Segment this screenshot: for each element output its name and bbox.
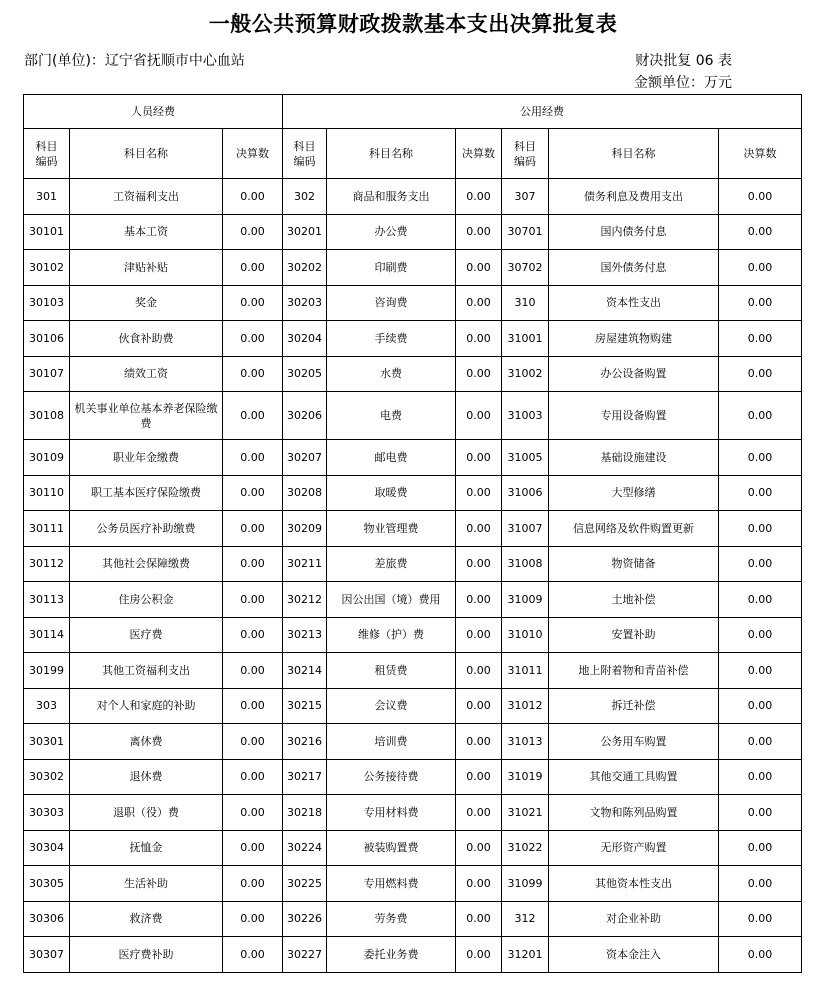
- code-header: 科目 编码: [283, 129, 327, 179]
- table-row: [24, 653, 802, 689]
- cell-amount: 0.00: [223, 795, 283, 831]
- table-row: [24, 250, 802, 286]
- cell-code: 31003: [502, 392, 549, 440]
- cell-name: 物资储备: [549, 546, 719, 582]
- cell-code: 30211: [283, 546, 327, 582]
- cell-code: 30216: [283, 724, 327, 760]
- cell-amount: 0.00: [719, 724, 802, 760]
- name-header: 科目名称: [327, 129, 456, 179]
- cell-name: 手续费: [327, 321, 456, 357]
- cell-amount: 0.00: [456, 285, 502, 321]
- cell-code: 30107: [24, 356, 70, 392]
- cell-name: 租赁费: [327, 653, 456, 689]
- name-header: 科目名称: [70, 129, 223, 179]
- cell-name: 资本金注入: [549, 937, 719, 973]
- cell-amount: 0.00: [456, 440, 502, 476]
- table-row: [24, 392, 802, 440]
- cell-name: 国外债务付息: [549, 250, 719, 286]
- cell-amount: 0.00: [456, 759, 502, 795]
- cell-code: 30215: [283, 688, 327, 724]
- cell-amount: 0.00: [223, 830, 283, 866]
- cell-code: 31008: [502, 546, 549, 582]
- cell-name: 退职（役）费: [70, 795, 223, 831]
- cell-amount: 0.00: [719, 321, 802, 357]
- cell-name: 商品和服务支出: [327, 179, 456, 215]
- table-row: [24, 546, 802, 582]
- cell-code: 30102: [24, 250, 70, 286]
- cell-amount: 0.00: [223, 901, 283, 937]
- cell-amount: 0.00: [456, 866, 502, 902]
- table-row: [24, 356, 802, 392]
- cell-amount: 0.00: [456, 830, 502, 866]
- amount-unit: 金额单位：万元: [634, 75, 732, 91]
- cell-name: 会议费: [327, 688, 456, 724]
- code-header: 科目 编码: [502, 129, 549, 179]
- cell-name: 委托业务费: [327, 937, 456, 973]
- cell-name: 其他社会保障缴费: [70, 546, 223, 582]
- cell-code: 31013: [502, 724, 549, 760]
- cell-amount: 0.00: [223, 285, 283, 321]
- cell-code: 30212: [283, 582, 327, 618]
- table-row: [24, 475, 802, 511]
- cell-code: 30217: [283, 759, 327, 795]
- cell-name: 培训费: [327, 724, 456, 760]
- cell-amount: 0.00: [719, 653, 802, 689]
- doc-number: 财决批复 06 表: [635, 53, 732, 69]
- cell-amount: 0.00: [223, 546, 283, 582]
- table-row: [24, 937, 802, 973]
- cell-amount: 0.00: [719, 759, 802, 795]
- cell-amount: 0.00: [456, 937, 502, 973]
- table-row: [24, 866, 802, 902]
- cell-name: 安置补助: [549, 617, 719, 653]
- cell-amount: 0.00: [456, 392, 502, 440]
- cell-amount: 0.00: [719, 688, 802, 724]
- amount-header: 决算数: [223, 129, 283, 179]
- cell-amount: 0.00: [223, 321, 283, 357]
- amount-header: 决算数: [719, 129, 802, 179]
- group-header-row: [24, 95, 802, 129]
- cell-code: 30305: [24, 866, 70, 902]
- cell-amount: 0.00: [456, 617, 502, 653]
- cell-name: 基本工资: [70, 214, 223, 250]
- cell-name: 国内债务付息: [549, 214, 719, 250]
- cell-name: 离休费: [70, 724, 223, 760]
- cell-name: 被装购置费: [327, 830, 456, 866]
- cell-code: 31021: [502, 795, 549, 831]
- table-row: [24, 285, 802, 321]
- cell-code: 31002: [502, 356, 549, 392]
- cell-name: 对企业补助: [549, 901, 719, 937]
- cell-amount: 0.00: [456, 356, 502, 392]
- table-row: [24, 830, 802, 866]
- cell-amount: 0.00: [719, 546, 802, 582]
- cell-code: 30209: [283, 511, 327, 547]
- cell-amount: 0.00: [456, 250, 502, 286]
- cell-name: 住房公积金: [70, 582, 223, 618]
- table-row: [24, 724, 802, 760]
- cell-code: 302: [283, 179, 327, 215]
- cell-name: 拆迁补偿: [549, 688, 719, 724]
- cell-name: 办公设备购置: [549, 356, 719, 392]
- cell-name: 专用燃料费: [327, 866, 456, 902]
- cell-code: 30207: [283, 440, 327, 476]
- cell-name: 专用设备购置: [549, 392, 719, 440]
- cell-code: 30112: [24, 546, 70, 582]
- cell-code: 31010: [502, 617, 549, 653]
- cell-amount: 0.00: [223, 653, 283, 689]
- cell-amount: 0.00: [223, 937, 283, 973]
- cell-amount: 0.00: [223, 724, 283, 760]
- cell-code: 31201: [502, 937, 549, 973]
- cell-name: 取暖费: [327, 475, 456, 511]
- cell-amount: 0.00: [456, 511, 502, 547]
- cell-name: 奖金: [70, 285, 223, 321]
- cell-amount: 0.00: [223, 392, 283, 440]
- cell-amount: 0.00: [456, 214, 502, 250]
- cell-code: 30307: [24, 937, 70, 973]
- cell-code: 30205: [283, 356, 327, 392]
- cell-name: 医疗费补助: [70, 937, 223, 973]
- cell-code: 30302: [24, 759, 70, 795]
- cell-name: 信息网络及软件购置更新: [549, 511, 719, 547]
- cell-amount: 0.00: [719, 830, 802, 866]
- cell-amount: 0.00: [223, 250, 283, 286]
- cell-name: 公务员医疗补助缴费: [70, 511, 223, 547]
- cell-amount: 0.00: [456, 724, 502, 760]
- table-row: [24, 511, 802, 547]
- cell-amount: 0.00: [719, 214, 802, 250]
- cell-code: 30114: [24, 617, 70, 653]
- cell-name: 基础设施建设: [549, 440, 719, 476]
- group-personnel: 人员经费: [24, 95, 283, 129]
- group-public: 公用经费: [283, 95, 802, 129]
- cell-code: 30110: [24, 475, 70, 511]
- cell-name: 地上附着物和青苗补偿: [549, 653, 719, 689]
- cell-name: 资本性支出: [549, 285, 719, 321]
- cell-code: 31009: [502, 582, 549, 618]
- cell-code: 312: [502, 901, 549, 937]
- cell-code: 30224: [283, 830, 327, 866]
- cell-amount: 0.00: [456, 901, 502, 937]
- cell-code: 30204: [283, 321, 327, 357]
- cell-name: 退休费: [70, 759, 223, 795]
- expenditure-table: [23, 94, 802, 973]
- cell-code: 31007: [502, 511, 549, 547]
- cell-amount: 0.00: [719, 285, 802, 321]
- cell-code: 30206: [283, 392, 327, 440]
- cell-code: 31001: [502, 321, 549, 357]
- cell-amount: 0.00: [719, 795, 802, 831]
- table-row: [24, 214, 802, 250]
- cell-code: 31022: [502, 830, 549, 866]
- cell-code: 303: [24, 688, 70, 724]
- cell-code: 30203: [283, 285, 327, 321]
- cell-name: 咨询费: [327, 285, 456, 321]
- cell-name: 机关事业单位基本养老保险缴费: [70, 392, 223, 440]
- column-header-row: [24, 129, 802, 179]
- cell-amount: 0.00: [719, 582, 802, 618]
- cell-name: 医疗费: [70, 617, 223, 653]
- amount-header: 决算数: [456, 129, 502, 179]
- cell-name: 文物和陈列品购置: [549, 795, 719, 831]
- cell-amount: 0.00: [456, 321, 502, 357]
- cell-name: 职业年金缴费: [70, 440, 223, 476]
- cell-amount: 0.00: [456, 795, 502, 831]
- cell-code: 30225: [283, 866, 327, 902]
- cell-name: 对个人和家庭的补助: [70, 688, 223, 724]
- cell-code: 31005: [502, 440, 549, 476]
- code-header: 科目 编码: [24, 129, 70, 179]
- cell-code: 30208: [283, 475, 327, 511]
- cell-code: 30109: [24, 440, 70, 476]
- table-row: [24, 582, 802, 618]
- cell-amount: 0.00: [719, 179, 802, 215]
- cell-code: 30106: [24, 321, 70, 357]
- cell-code: 30202: [283, 250, 327, 286]
- cell-name: 无形资产购置: [549, 830, 719, 866]
- cell-code: 31099: [502, 866, 549, 902]
- cell-amount: 0.00: [456, 688, 502, 724]
- cell-code: 30108: [24, 392, 70, 440]
- cell-code: 30227: [283, 937, 327, 973]
- cell-code: 310: [502, 285, 549, 321]
- cell-code: 30701: [502, 214, 549, 250]
- cell-amount: 0.00: [719, 901, 802, 937]
- cell-amount: 0.00: [719, 937, 802, 973]
- cell-code: 30702: [502, 250, 549, 286]
- cell-amount: 0.00: [719, 250, 802, 286]
- cell-name: 债务利息及费用支出: [549, 179, 719, 215]
- table-row: [24, 795, 802, 831]
- cell-amount: 0.00: [223, 356, 283, 392]
- cell-amount: 0.00: [719, 475, 802, 511]
- page-title: 一般公共预算财政拨款基本支出决算批复表: [208, 12, 618, 36]
- cell-amount: 0.00: [456, 582, 502, 618]
- cell-name: 电费: [327, 392, 456, 440]
- cell-name: 公务接待费: [327, 759, 456, 795]
- table-row: [24, 901, 802, 937]
- cell-code: 307: [502, 179, 549, 215]
- cell-name: 其他工资福利支出: [70, 653, 223, 689]
- cell-name: 其他交通工具购置: [549, 759, 719, 795]
- cell-amount: 0.00: [223, 617, 283, 653]
- cell-code: 30199: [24, 653, 70, 689]
- cell-name: 差旅费: [327, 546, 456, 582]
- cell-amount: 0.00: [456, 179, 502, 215]
- cell-amount: 0.00: [223, 866, 283, 902]
- cell-amount: 0.00: [223, 179, 283, 215]
- cell-name: 大型修缮: [549, 475, 719, 511]
- cell-name: 邮电费: [327, 440, 456, 476]
- cell-code: 30306: [24, 901, 70, 937]
- cell-amount: 0.00: [223, 582, 283, 618]
- cell-code: 30304: [24, 830, 70, 866]
- department-label: 部门(单位)：辽宁省抚顺市中心血站: [24, 53, 245, 69]
- cell-name: 公务用车购置: [549, 724, 719, 760]
- cell-amount: 0.00: [223, 511, 283, 547]
- cell-amount: 0.00: [223, 475, 283, 511]
- table-row: [24, 321, 802, 357]
- cell-code: 31012: [502, 688, 549, 724]
- cell-code: 30226: [283, 901, 327, 937]
- name-header: 科目名称: [549, 129, 719, 179]
- cell-amount: 0.00: [719, 866, 802, 902]
- cell-code: 30103: [24, 285, 70, 321]
- table-row: [24, 688, 802, 724]
- cell-amount: 0.00: [719, 440, 802, 476]
- cell-code: 30218: [283, 795, 327, 831]
- cell-name: 其他资本性支出: [549, 866, 719, 902]
- cell-name: 伙食补助费: [70, 321, 223, 357]
- cell-name: 工资福利支出: [70, 179, 223, 215]
- cell-amount: 0.00: [719, 356, 802, 392]
- cell-name: 维修（护）费: [327, 617, 456, 653]
- cell-amount: 0.00: [223, 214, 283, 250]
- cell-name: 劳务费: [327, 901, 456, 937]
- cell-code: 301: [24, 179, 70, 215]
- cell-amount: 0.00: [456, 653, 502, 689]
- cell-code: 30214: [283, 653, 327, 689]
- cell-code: 30101: [24, 214, 70, 250]
- cell-code: 31006: [502, 475, 549, 511]
- cell-code: 30213: [283, 617, 327, 653]
- cell-code: 30303: [24, 795, 70, 831]
- cell-name: 办公费: [327, 214, 456, 250]
- cell-code: 30111: [24, 511, 70, 547]
- cell-amount: 0.00: [719, 617, 802, 653]
- cell-name: 绩效工资: [70, 356, 223, 392]
- cell-name: 印刷费: [327, 250, 456, 286]
- cell-name: 因公出国（境）费用: [327, 582, 456, 618]
- cell-code: 30301: [24, 724, 70, 760]
- cell-amount: 0.00: [456, 475, 502, 511]
- cell-code: 30201: [283, 214, 327, 250]
- table-row: [24, 759, 802, 795]
- cell-amount: 0.00: [456, 546, 502, 582]
- cell-code: 31011: [502, 653, 549, 689]
- cell-name: 物业管理费: [327, 511, 456, 547]
- cell-name: 抚恤金: [70, 830, 223, 866]
- cell-name: 生活补助: [70, 866, 223, 902]
- cell-amount: 0.00: [719, 392, 802, 440]
- cell-code: 31019: [502, 759, 549, 795]
- cell-amount: 0.00: [719, 511, 802, 547]
- cell-name: 土地补偿: [549, 582, 719, 618]
- cell-name: 津贴补贴: [70, 250, 223, 286]
- table-row: [24, 440, 802, 476]
- cell-code: 30113: [24, 582, 70, 618]
- cell-name: 救济费: [70, 901, 223, 937]
- table-row: [24, 617, 802, 653]
- cell-amount: 0.00: [223, 759, 283, 795]
- cell-amount: 0.00: [223, 440, 283, 476]
- cell-name: 专用材料费: [327, 795, 456, 831]
- cell-amount: 0.00: [223, 688, 283, 724]
- table-row: [24, 179, 802, 215]
- cell-name: 职工基本医疗保险缴费: [70, 475, 223, 511]
- cell-name: 水费: [327, 356, 456, 392]
- cell-name: 房屋建筑物购建: [549, 321, 719, 357]
